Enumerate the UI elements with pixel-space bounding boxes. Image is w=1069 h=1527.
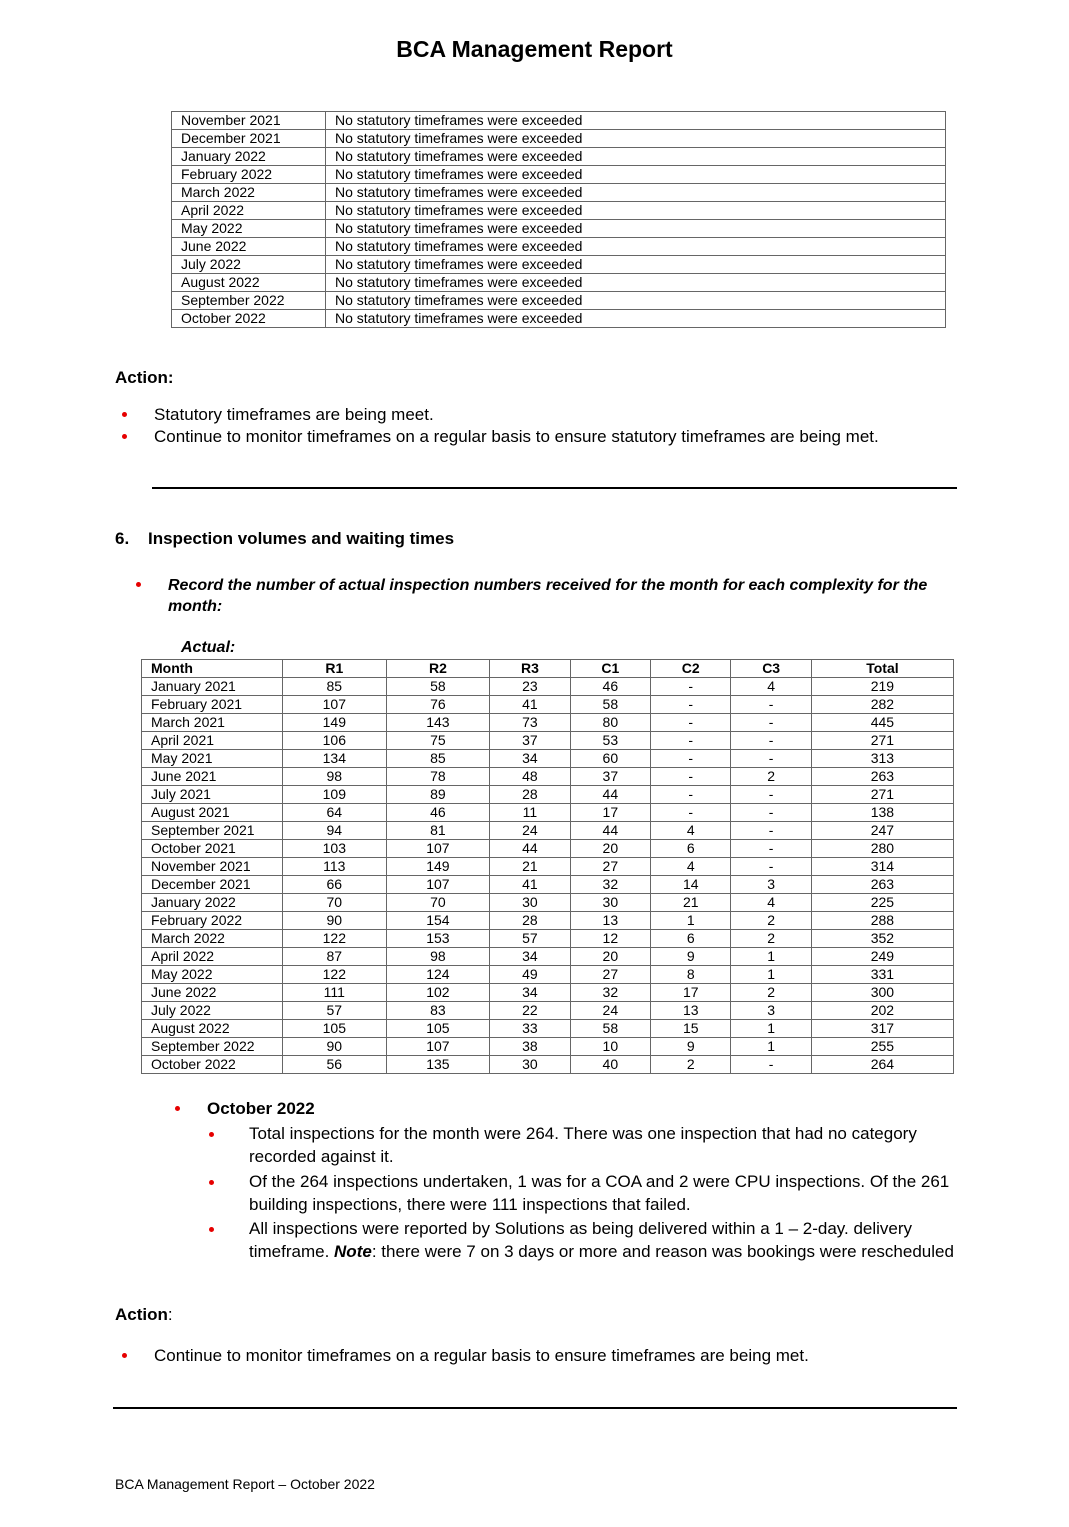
status-cell: No statutory timeframes were exceeded bbox=[326, 256, 946, 274]
table-row bbox=[172, 256, 946, 274]
value-cell: 1 bbox=[731, 948, 811, 966]
value-cell: 17 bbox=[651, 984, 731, 1002]
summary-item: Of the 264 inspections undertaken, 1 was for a COA and 2 were CPU inspections. Of the 261 building inspections, there were 111 inspections that failed. bbox=[249, 1172, 950, 1214]
value-cell: - bbox=[651, 714, 731, 732]
value-cell: 60 bbox=[570, 750, 650, 768]
value-cell: 44 bbox=[570, 786, 650, 804]
month-cell: July 2021 bbox=[142, 786, 283, 804]
value-cell: 34 bbox=[490, 948, 570, 966]
status-cell: No statutory timeframes were exceeded bbox=[326, 184, 946, 202]
value-cell: 1 bbox=[651, 912, 731, 930]
month-cell: March 2022 bbox=[142, 930, 283, 948]
value-cell: - bbox=[731, 786, 811, 804]
value-cell: 2 bbox=[731, 912, 811, 930]
table-row bbox=[172, 238, 946, 256]
value-cell: 6 bbox=[651, 930, 731, 948]
status-cell: No statutory timeframes were exceeded bbox=[326, 112, 946, 130]
value-cell: 313 bbox=[811, 750, 953, 768]
value-cell: 263 bbox=[811, 876, 953, 894]
value-cell: 13 bbox=[651, 1002, 731, 1020]
value-cell: 78 bbox=[386, 768, 490, 786]
value-cell: 70 bbox=[386, 894, 490, 912]
value-cell: 135 bbox=[386, 1056, 490, 1074]
value-cell: 17 bbox=[570, 804, 650, 822]
value-cell: 41 bbox=[490, 876, 570, 894]
value-cell: 76 bbox=[386, 696, 490, 714]
value-cell: 58 bbox=[570, 1020, 650, 1038]
value-cell: 445 bbox=[811, 714, 953, 732]
value-cell: 105 bbox=[283, 1020, 387, 1038]
value-cell: 282 bbox=[811, 696, 953, 714]
month-cell: December 2021 bbox=[172, 130, 326, 148]
value-cell: 20 bbox=[570, 948, 650, 966]
value-cell: 28 bbox=[490, 786, 570, 804]
value-cell: 124 bbox=[386, 966, 490, 984]
month-cell: May 2022 bbox=[172, 220, 326, 238]
value-cell: 56 bbox=[283, 1056, 387, 1074]
october-heading: October 2022 bbox=[207, 1099, 315, 1118]
value-cell: 21 bbox=[490, 858, 570, 876]
month-cell: October 2022 bbox=[172, 310, 326, 328]
value-cell: 202 bbox=[811, 1002, 953, 1020]
month-cell: July 2022 bbox=[142, 1002, 283, 1020]
divider bbox=[113, 1407, 957, 1409]
value-cell: 143 bbox=[386, 714, 490, 732]
month-cell: January 2021 bbox=[142, 678, 283, 696]
value-cell: - bbox=[731, 714, 811, 732]
value-cell: 20 bbox=[570, 840, 650, 858]
value-cell: - bbox=[651, 768, 731, 786]
value-cell: 1 bbox=[731, 1020, 811, 1038]
table-row bbox=[142, 768, 954, 786]
summary-item: All inspections were reported by Solutions as being delivered within a 1 – 2-day. delivery timeframe. Note: there were 7 on 3 days or more and reason was bookings were rescheduled bbox=[249, 1219, 954, 1261]
bullet-icon bbox=[122, 434, 127, 439]
month-cell: August 2021 bbox=[142, 804, 283, 822]
month-cell: June 2022 bbox=[172, 238, 326, 256]
value-cell: 46 bbox=[386, 804, 490, 822]
table-row bbox=[172, 310, 946, 328]
month-cell: February 2021 bbox=[142, 696, 283, 714]
value-cell: 8 bbox=[651, 966, 731, 984]
value-cell: 46 bbox=[570, 678, 650, 696]
month-cell: June 2022 bbox=[142, 984, 283, 1002]
value-cell: 109 bbox=[283, 786, 387, 804]
value-cell: 12 bbox=[570, 930, 650, 948]
timeframes-table bbox=[171, 111, 946, 328]
value-cell: 34 bbox=[490, 750, 570, 768]
value-cell: 64 bbox=[283, 804, 387, 822]
value-cell: 22 bbox=[490, 1002, 570, 1020]
value-cell: 149 bbox=[283, 714, 387, 732]
value-cell: 66 bbox=[283, 876, 387, 894]
value-cell: 58 bbox=[570, 696, 650, 714]
column-header: R2 bbox=[386, 660, 490, 678]
month-cell: September 2021 bbox=[142, 822, 283, 840]
column-header: R1 bbox=[283, 660, 387, 678]
table-row bbox=[142, 948, 954, 966]
table-row bbox=[172, 112, 946, 130]
table-row bbox=[142, 840, 954, 858]
value-cell: 81 bbox=[386, 822, 490, 840]
table-row bbox=[142, 876, 954, 894]
month-cell: February 2022 bbox=[172, 166, 326, 184]
month-cell: August 2022 bbox=[172, 274, 326, 292]
table-row bbox=[142, 804, 954, 822]
value-cell: 314 bbox=[811, 858, 953, 876]
value-cell: - bbox=[651, 696, 731, 714]
month-cell: March 2022 bbox=[172, 184, 326, 202]
value-cell: 98 bbox=[283, 768, 387, 786]
value-cell: 32 bbox=[570, 876, 650, 894]
value-cell: - bbox=[651, 732, 731, 750]
value-cell: 2 bbox=[651, 1056, 731, 1074]
value-cell: 105 bbox=[386, 1020, 490, 1038]
bullet-icon bbox=[122, 1353, 127, 1358]
column-header: C3 bbox=[731, 660, 811, 678]
month-cell: June 2021 bbox=[142, 768, 283, 786]
section-instruction: Record the number of actual inspection numbers received for the month for each complexity for the month: bbox=[168, 577, 928, 615]
section-number: 6. bbox=[115, 529, 130, 548]
value-cell: 122 bbox=[283, 930, 387, 948]
value-cell: 11 bbox=[490, 804, 570, 822]
month-cell: January 2022 bbox=[142, 894, 283, 912]
status-cell: No statutory timeframes were exceeded bbox=[326, 310, 946, 328]
table-row bbox=[172, 202, 946, 220]
column-header: C1 bbox=[570, 660, 650, 678]
value-cell: 58 bbox=[386, 678, 490, 696]
table-row bbox=[172, 220, 946, 238]
note-label: Note bbox=[334, 1242, 372, 1261]
value-cell: 2 bbox=[731, 930, 811, 948]
value-cell: - bbox=[651, 786, 731, 804]
table-row bbox=[142, 678, 954, 696]
status-cell: No statutory timeframes were exceeded bbox=[326, 274, 946, 292]
value-cell: - bbox=[731, 840, 811, 858]
value-cell: 70 bbox=[283, 894, 387, 912]
value-cell: - bbox=[651, 678, 731, 696]
value-cell: 107 bbox=[386, 840, 490, 858]
month-cell: September 2022 bbox=[172, 292, 326, 310]
table-row bbox=[142, 1002, 954, 1020]
value-cell: 34 bbox=[490, 984, 570, 1002]
value-cell: 271 bbox=[811, 786, 953, 804]
table-row bbox=[142, 858, 954, 876]
value-cell: 10 bbox=[570, 1038, 650, 1056]
table-row bbox=[142, 930, 954, 948]
value-cell: 44 bbox=[570, 822, 650, 840]
value-cell: 122 bbox=[283, 966, 387, 984]
month-cell: October 2022 bbox=[142, 1056, 283, 1074]
value-cell: 1 bbox=[731, 1038, 811, 1056]
value-cell: 21 bbox=[651, 894, 731, 912]
value-cell: 249 bbox=[811, 948, 953, 966]
value-cell: 153 bbox=[386, 930, 490, 948]
value-cell: 53 bbox=[570, 732, 650, 750]
month-cell: April 2022 bbox=[142, 948, 283, 966]
value-cell: 4 bbox=[731, 678, 811, 696]
value-cell: 149 bbox=[386, 858, 490, 876]
month-cell: December 2021 bbox=[142, 876, 283, 894]
table-row bbox=[142, 822, 954, 840]
value-cell: 225 bbox=[811, 894, 953, 912]
table-row bbox=[142, 714, 954, 732]
status-cell: No statutory timeframes were exceeded bbox=[326, 220, 946, 238]
value-cell: 75 bbox=[386, 732, 490, 750]
value-cell: 2 bbox=[731, 984, 811, 1002]
month-cell: January 2022 bbox=[172, 148, 326, 166]
value-cell: - bbox=[651, 804, 731, 822]
value-cell: 80 bbox=[570, 714, 650, 732]
table-row bbox=[142, 696, 954, 714]
page-footer: BCA Management Report – October 2022 bbox=[115, 1476, 375, 1492]
value-cell: 113 bbox=[283, 858, 387, 876]
value-cell: 247 bbox=[811, 822, 953, 840]
month-cell: November 2021 bbox=[142, 858, 283, 876]
value-cell: 106 bbox=[283, 732, 387, 750]
status-cell: No statutory timeframes were exceeded bbox=[326, 238, 946, 256]
bullet-icon bbox=[209, 1227, 214, 1232]
value-cell: 48 bbox=[490, 768, 570, 786]
value-cell: 85 bbox=[283, 678, 387, 696]
value-cell: 154 bbox=[386, 912, 490, 930]
table-row bbox=[172, 130, 946, 148]
value-cell: 9 bbox=[651, 1038, 731, 1056]
value-cell: - bbox=[731, 804, 811, 822]
value-cell: 280 bbox=[811, 840, 953, 858]
value-cell: - bbox=[731, 858, 811, 876]
value-cell: 32 bbox=[570, 984, 650, 1002]
value-cell: 57 bbox=[490, 930, 570, 948]
value-cell: 27 bbox=[570, 966, 650, 984]
value-cell: 271 bbox=[811, 732, 953, 750]
action-heading: Action: bbox=[115, 368, 174, 387]
value-cell: 9 bbox=[651, 948, 731, 966]
table-row bbox=[142, 750, 954, 768]
value-cell: 138 bbox=[811, 804, 953, 822]
value-cell: - bbox=[731, 1056, 811, 1074]
action-item: Statutory timeframes are being meet. bbox=[154, 405, 434, 424]
value-cell: 23 bbox=[490, 678, 570, 696]
month-cell: September 2022 bbox=[142, 1038, 283, 1056]
divider bbox=[152, 487, 957, 489]
table-row bbox=[142, 894, 954, 912]
bullet-icon bbox=[209, 1180, 214, 1185]
value-cell: - bbox=[731, 696, 811, 714]
month-cell: February 2022 bbox=[142, 912, 283, 930]
value-cell: 24 bbox=[570, 1002, 650, 1020]
action-item: Continue to monitor timeframes on a regular basis to ensure statutory timeframes are being met. bbox=[154, 427, 879, 446]
month-cell: March 2021 bbox=[142, 714, 283, 732]
table-row bbox=[142, 912, 954, 930]
value-cell: - bbox=[731, 750, 811, 768]
table-row bbox=[142, 984, 954, 1002]
value-cell: 264 bbox=[811, 1056, 953, 1074]
value-cell: - bbox=[651, 750, 731, 768]
value-cell: 4 bbox=[651, 822, 731, 840]
table-row bbox=[172, 184, 946, 202]
page-title: BCA Management Report bbox=[396, 36, 673, 62]
value-cell: 288 bbox=[811, 912, 953, 930]
value-cell: 94 bbox=[283, 822, 387, 840]
value-cell: 57 bbox=[283, 1002, 387, 1020]
value-cell: 352 bbox=[811, 930, 953, 948]
status-cell: No statutory timeframes were exceeded bbox=[326, 148, 946, 166]
month-cell: May 2021 bbox=[142, 750, 283, 768]
status-cell: No statutory timeframes were exceeded bbox=[326, 130, 946, 148]
month-cell: April 2021 bbox=[142, 732, 283, 750]
status-cell: No statutory timeframes were exceeded bbox=[326, 292, 946, 310]
value-cell: 41 bbox=[490, 696, 570, 714]
status-cell: No statutory timeframes were exceeded bbox=[326, 202, 946, 220]
column-header: R3 bbox=[490, 660, 570, 678]
value-cell: 102 bbox=[386, 984, 490, 1002]
bullet-icon bbox=[175, 1106, 180, 1111]
table-row bbox=[142, 786, 954, 804]
value-cell: - bbox=[731, 732, 811, 750]
table-row bbox=[142, 1038, 954, 1056]
value-cell: 49 bbox=[490, 966, 570, 984]
value-cell: 4 bbox=[651, 858, 731, 876]
value-cell: 28 bbox=[490, 912, 570, 930]
section-heading: Inspection volumes and waiting times bbox=[148, 529, 455, 548]
table-row bbox=[172, 274, 946, 292]
month-cell: July 2022 bbox=[172, 256, 326, 274]
value-cell: 30 bbox=[570, 894, 650, 912]
value-cell: - bbox=[731, 822, 811, 840]
value-cell: 30 bbox=[490, 1056, 570, 1074]
month-cell: April 2022 bbox=[172, 202, 326, 220]
month-cell: August 2022 bbox=[142, 1020, 283, 1038]
value-cell: 89 bbox=[386, 786, 490, 804]
status-cell: No statutory timeframes were exceeded bbox=[326, 166, 946, 184]
value-cell: 255 bbox=[811, 1038, 953, 1056]
value-cell: 27 bbox=[570, 858, 650, 876]
table-row bbox=[142, 966, 954, 984]
value-cell: 263 bbox=[811, 768, 953, 786]
bullet-icon bbox=[209, 1132, 214, 1137]
table-row bbox=[172, 292, 946, 310]
value-cell: 13 bbox=[570, 912, 650, 930]
action-heading-2: Action: bbox=[115, 1305, 173, 1324]
table-row bbox=[142, 1020, 954, 1038]
value-cell: 38 bbox=[490, 1038, 570, 1056]
table-row bbox=[142, 1056, 954, 1074]
value-cell: 107 bbox=[283, 696, 387, 714]
column-header: Total bbox=[811, 660, 953, 678]
value-cell: 33 bbox=[490, 1020, 570, 1038]
value-cell: 73 bbox=[490, 714, 570, 732]
value-cell: 1 bbox=[731, 966, 811, 984]
month-cell: May 2022 bbox=[142, 966, 283, 984]
value-cell: 107 bbox=[386, 876, 490, 894]
value-cell: 90 bbox=[283, 912, 387, 930]
value-cell: 3 bbox=[731, 876, 811, 894]
value-cell: 90 bbox=[283, 1038, 387, 1056]
value-cell: 103 bbox=[283, 840, 387, 858]
value-cell: 37 bbox=[490, 732, 570, 750]
value-cell: 83 bbox=[386, 1002, 490, 1020]
value-cell: 40 bbox=[570, 1056, 650, 1074]
value-cell: 98 bbox=[386, 948, 490, 966]
value-cell: 134 bbox=[283, 750, 387, 768]
actual-label: Actual: bbox=[181, 639, 236, 656]
value-cell: 14 bbox=[651, 876, 731, 894]
value-cell: 6 bbox=[651, 840, 731, 858]
value-cell: 87 bbox=[283, 948, 387, 966]
value-cell: 331 bbox=[811, 966, 953, 984]
value-cell: 317 bbox=[811, 1020, 953, 1038]
table-row bbox=[172, 148, 946, 166]
table-row bbox=[142, 732, 954, 750]
value-cell: 37 bbox=[570, 768, 650, 786]
value-cell: 111 bbox=[283, 984, 387, 1002]
value-cell: 300 bbox=[811, 984, 953, 1002]
month-cell: November 2021 bbox=[172, 112, 326, 130]
summary-item: Total inspections for the month were 264. There was one inspection that had no category recorded against it. bbox=[249, 1124, 917, 1166]
value-cell: 44 bbox=[490, 840, 570, 858]
table-row bbox=[172, 166, 946, 184]
value-cell: 24 bbox=[490, 822, 570, 840]
value-cell: 107 bbox=[386, 1038, 490, 1056]
value-cell: 4 bbox=[731, 894, 811, 912]
value-cell: 3 bbox=[731, 1002, 811, 1020]
column-header: C2 bbox=[651, 660, 731, 678]
value-cell: 30 bbox=[490, 894, 570, 912]
value-cell: 219 bbox=[811, 678, 953, 696]
value-cell: 85 bbox=[386, 750, 490, 768]
inspections-table bbox=[141, 659, 954, 1074]
action-item: Continue to monitor timeframes on a regular basis to ensure timeframes are being met. bbox=[154, 1346, 809, 1365]
value-cell: 15 bbox=[651, 1020, 731, 1038]
value-cell: 2 bbox=[731, 768, 811, 786]
bullet-icon bbox=[136, 582, 141, 587]
column-header: Month bbox=[142, 660, 283, 678]
month-cell: October 2021 bbox=[142, 840, 283, 858]
bullet-icon bbox=[122, 412, 127, 417]
